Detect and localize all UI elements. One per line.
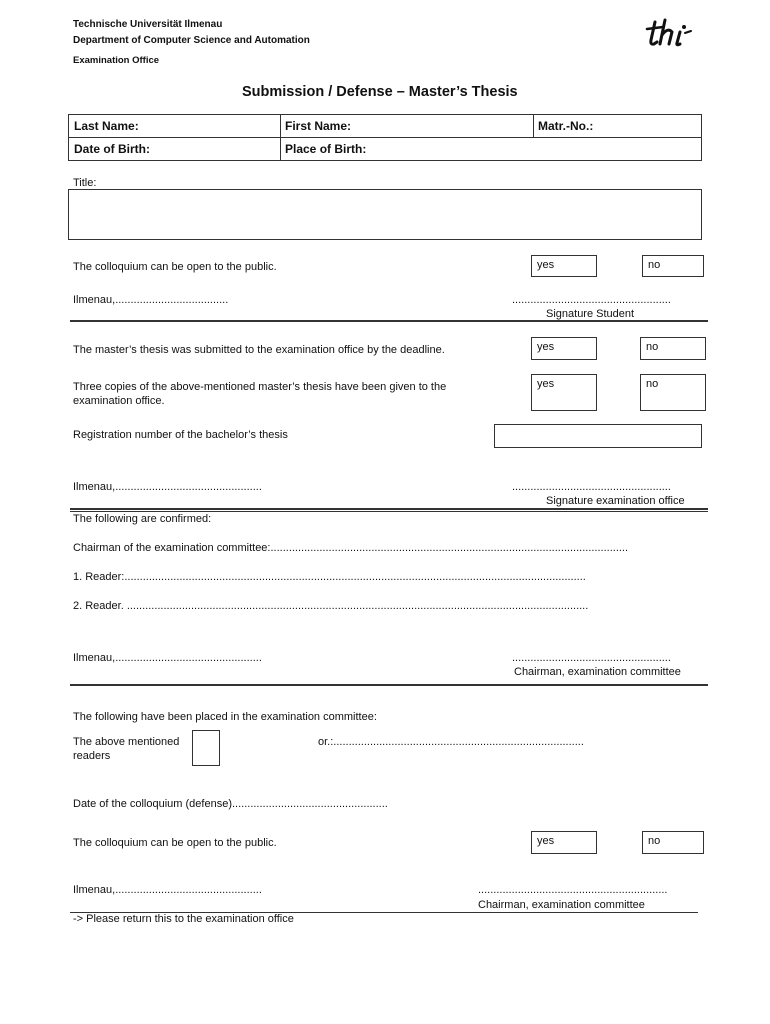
last-name-label: Last Name: (74, 119, 139, 133)
reader1-line: 1. Reader:....................................................................................................................................................... (73, 571, 586, 583)
public-no-box-2[interactable] (642, 831, 704, 854)
public-yes-box-2[interactable] (531, 831, 597, 854)
yes-label: yes (537, 259, 555, 271)
section-divider-2 (70, 508, 708, 510)
copies-text-line2: examination office. (73, 395, 165, 407)
place-date-chairman: Ilmenau,................................................ (73, 652, 262, 664)
public-no-box[interactable] (642, 255, 704, 277)
university-logo-icon (645, 18, 697, 50)
no-label: no (646, 341, 659, 353)
department-name: Department of Computer Science and Automation (73, 35, 310, 46)
placed-heading: The following have been placed in the examination committee: (73, 711, 377, 723)
signature-office-label: Signature examination office (546, 495, 685, 507)
signature-student-label: Signature Student (546, 308, 635, 320)
deadline-yes-box[interactable] (531, 337, 597, 360)
registration-number-text: Registration number of the bachelor’s thesis (73, 429, 288, 441)
place-date-chairman-2: Ilmenau,................................................ (73, 884, 262, 896)
above-mentioned-line2: readers (73, 750, 111, 762)
place-date-office: Ilmenau,................................................ (73, 481, 262, 493)
signature-student-line: .................................................... (512, 294, 671, 306)
matr-no-label: Matr.-No.: (538, 119, 594, 133)
place-date-student: Ilmenau,..................................... (73, 294, 229, 306)
signature-chairman-line: .................................................... (512, 652, 671, 664)
chairman-line: Chairman of the examination committee:..................................................................................................................... (73, 542, 629, 554)
public-colloquium-text: The colloquium can be open to the public. (73, 261, 277, 273)
yes-label: yes (537, 378, 555, 390)
signature-office-line: .................................................... (512, 481, 671, 493)
university-name: Technische Universität Ilmenau (73, 19, 223, 30)
signature-chairman-label: Chairman, examination committee (514, 666, 681, 678)
above-mentioned-line1: The above mentioned (73, 736, 180, 748)
confirmed-heading: The following are confirmed: (73, 513, 212, 525)
form-title: Submission / Defense – Master’s Thesis (242, 84, 518, 100)
or-line: or.:.................................................................................. (318, 736, 584, 748)
section-divider-2b (70, 511, 708, 512)
copies-yes-box[interactable] (531, 374, 597, 411)
section-divider-1 (70, 320, 708, 322)
yes-label: yes (537, 835, 555, 847)
place-of-birth-label: Place of Birth: (285, 142, 367, 156)
reader2-line: 2. Reader. ....................................................................................................................................................... (73, 600, 589, 612)
yes-label: yes (537, 341, 555, 353)
title-field[interactable] (68, 189, 702, 240)
return-note: -> Please return this to the examination office (73, 913, 294, 925)
registration-number-field[interactable] (494, 424, 702, 448)
signature-chairman-label-2: Chairman, examination committee (478, 899, 645, 911)
public-colloquium-text-2: The colloquium can be open to the public. (73, 837, 277, 849)
personal-data-table (68, 114, 702, 161)
first-name-label: First Name: (285, 119, 352, 133)
no-label: no (646, 378, 659, 390)
public-yes-box[interactable] (531, 255, 597, 277)
copies-no-box[interactable] (640, 374, 706, 411)
section-divider-3 (70, 684, 708, 686)
colloquium-date-line: Date of the colloquium (defense)................................................... (73, 798, 388, 810)
office-name: Examination Office (73, 55, 160, 66)
copies-text-line1: Three copies of the above-mentioned master’s thesis have been given to the (73, 381, 447, 393)
title-label: Title: (73, 177, 97, 189)
deadline-text: The master’s thesis was submitted to the examination office by the deadline. (73, 344, 445, 356)
date-of-birth-label: Date of Birth: (74, 142, 150, 156)
no-label: no (648, 835, 661, 847)
above-readers-checkbox[interactable] (192, 730, 220, 766)
signature-chairman-line-2: .............................................................. (478, 884, 668, 896)
no-label: no (648, 259, 661, 271)
deadline-no-box[interactable] (640, 337, 706, 360)
